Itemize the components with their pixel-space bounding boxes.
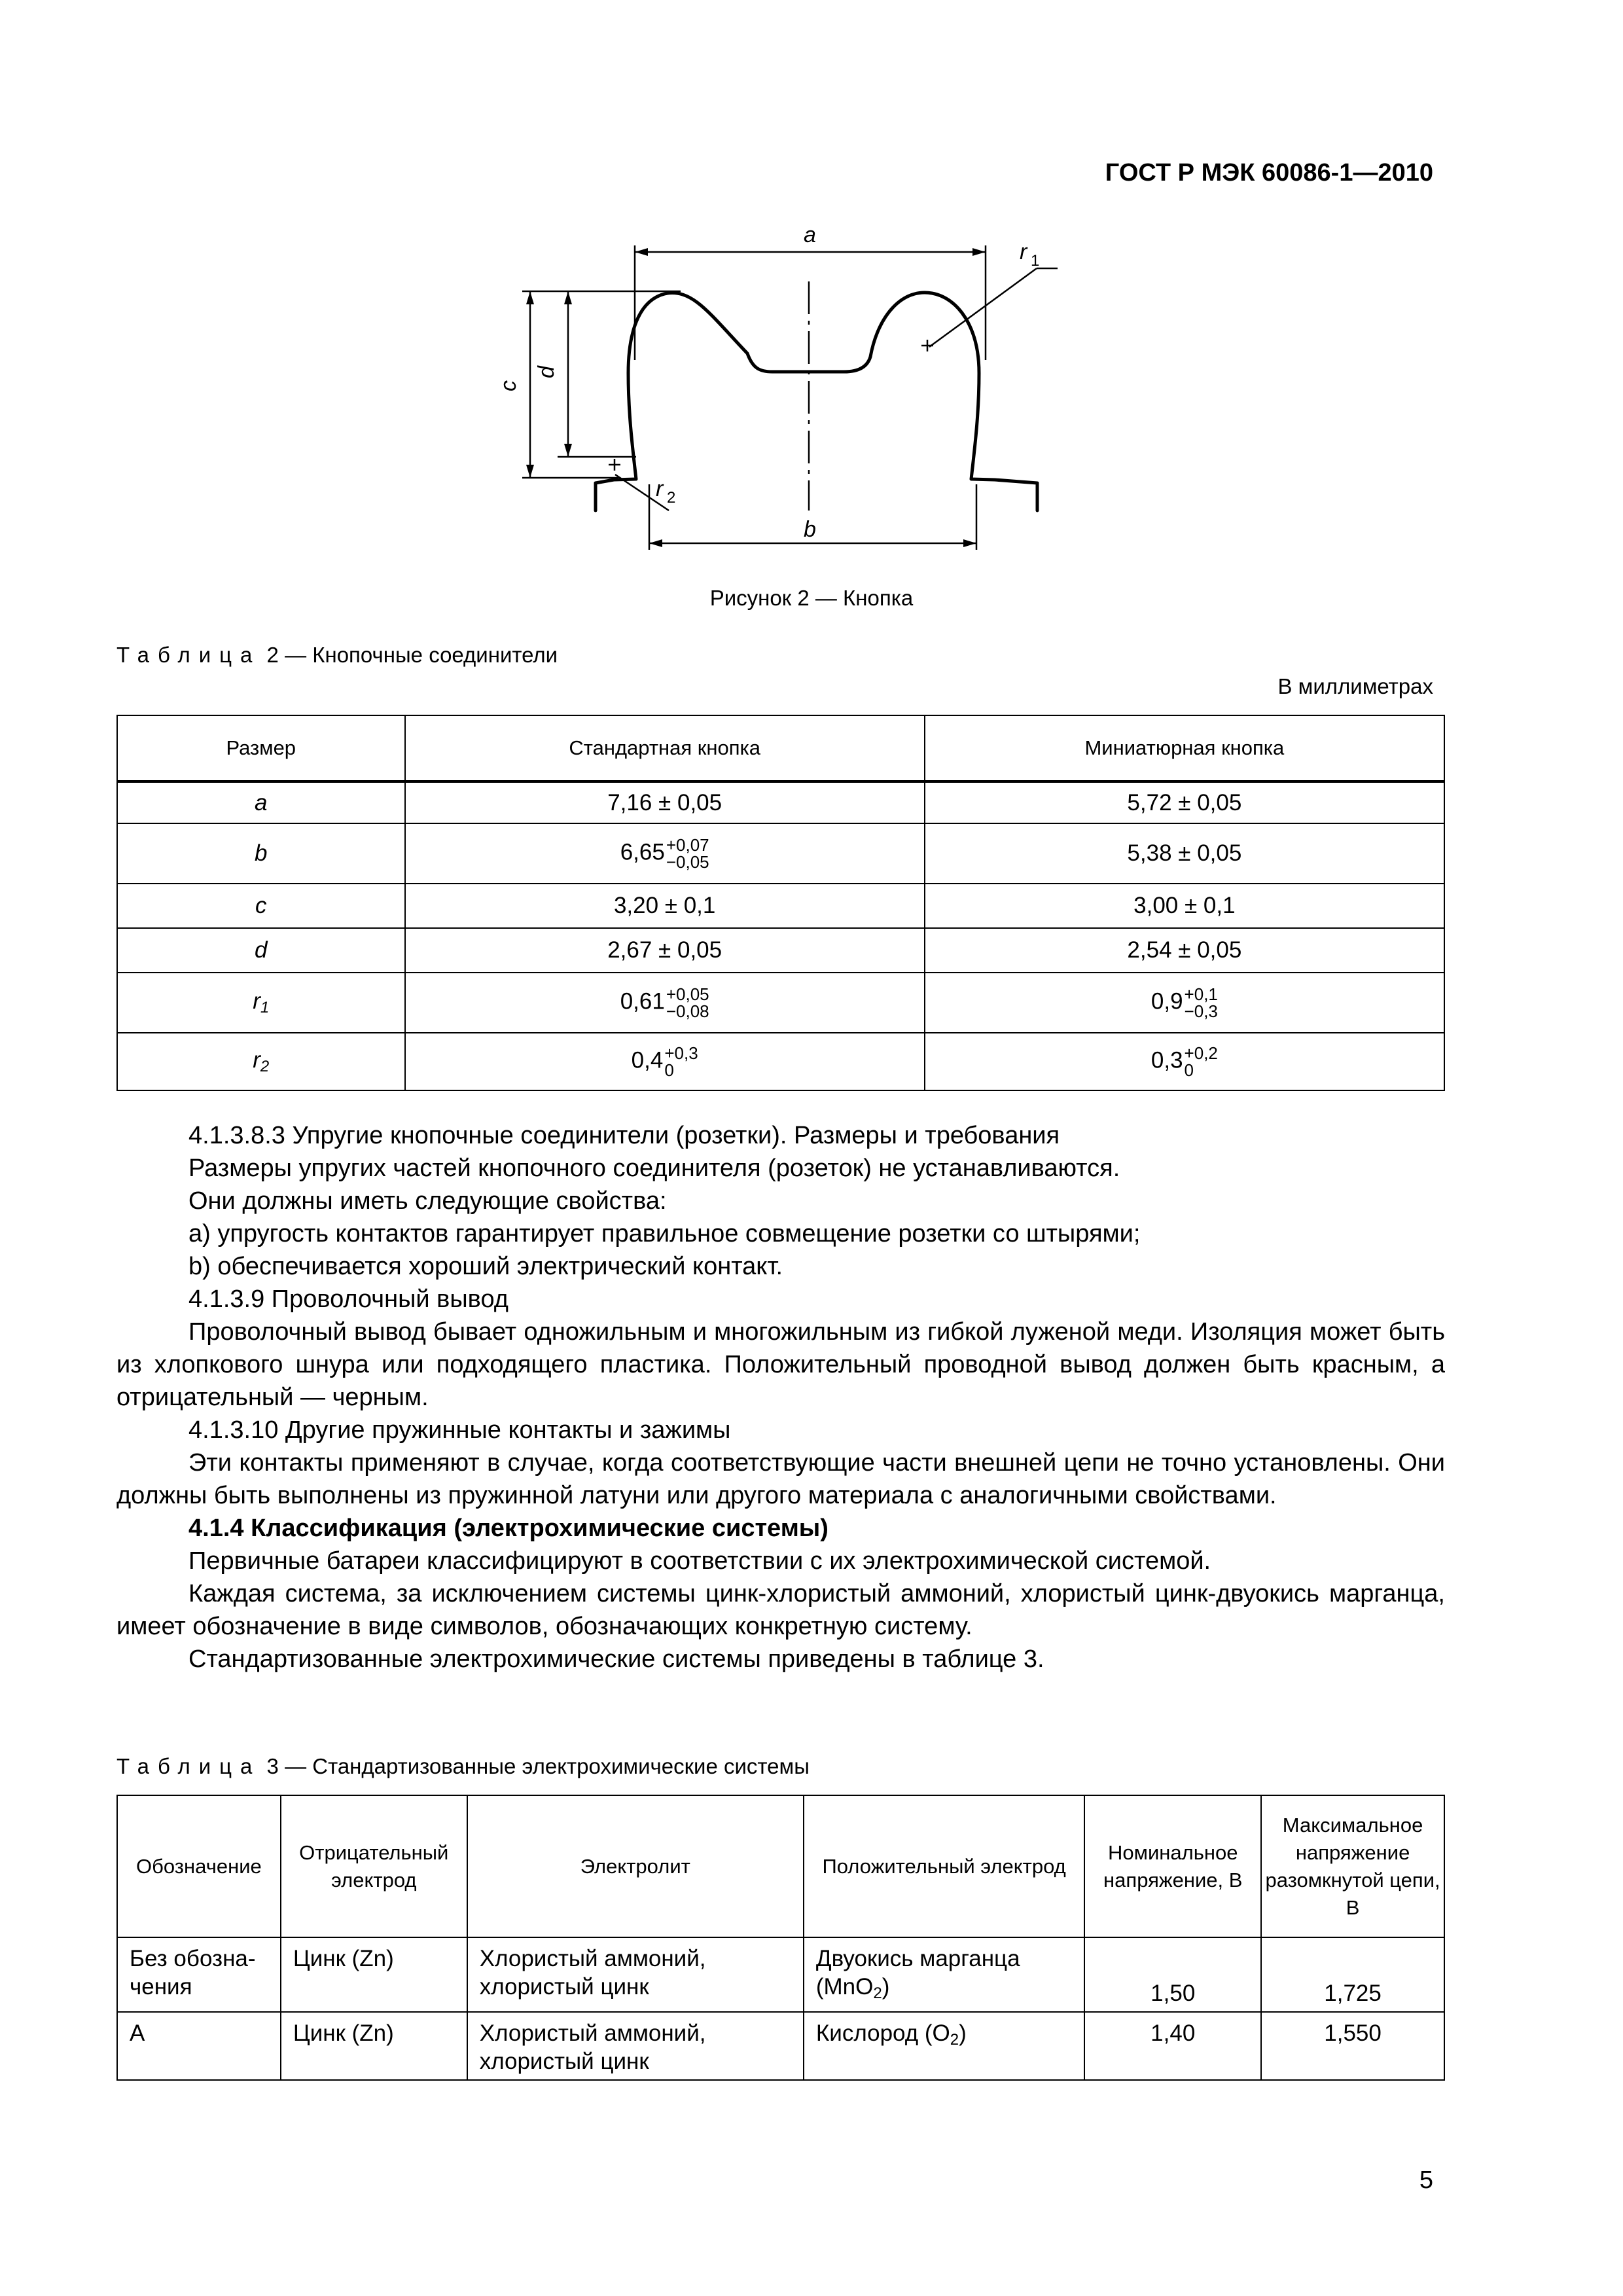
standard-value xyxy=(405,1033,925,1090)
page-number: 5 xyxy=(1419,2166,1433,2194)
paragraph: Проволочный вывод бывает одножильным и многожильным из гибкой луженой меди. Изоляция может быть из хлопкового шнура или подходящего пластика. Положительный проводной вывод должен быть красным, а отрицательный — черным. xyxy=(116,1318,1445,1411)
size-cell xyxy=(117,781,405,823)
label-a: a xyxy=(804,223,816,247)
tolerance-lower: 0 xyxy=(1184,1060,1194,1080)
table2-header-row xyxy=(117,715,1444,781)
positive-subscript: 2 xyxy=(950,2031,959,2049)
tolerance-lower: 0 xyxy=(664,1060,674,1080)
positive-electrode-cell xyxy=(804,1937,1084,2012)
value-text: 0,61 xyxy=(620,988,665,1014)
table3-caption xyxy=(116,1754,810,1779)
table-row xyxy=(117,2012,1444,2080)
paragraph: Первичные батареи классифицируют в соответствии с их электрохимической системой. xyxy=(188,1547,1211,1575)
table2-caption xyxy=(116,643,558,668)
paragraph: b) обеспечивается хороший электрический контакт. xyxy=(188,1253,783,1280)
table2-header: Стандартная кнопка xyxy=(405,715,925,781)
size-cell xyxy=(117,1033,405,1090)
table3-header: Положительный электрод xyxy=(804,1795,1084,1937)
size-symbol: d xyxy=(255,937,268,963)
label-r2: r xyxy=(656,476,664,501)
label-c: c xyxy=(496,380,521,391)
table-row xyxy=(117,928,1444,973)
tolerance xyxy=(664,1045,698,1079)
button-figure xyxy=(484,223,1060,563)
standard-value xyxy=(405,781,925,823)
max-voltage-cell: 1,725 xyxy=(1261,1937,1444,2012)
paragraph: Стандартизованные электрохимические системы приведены в таблице 3. xyxy=(188,1645,1044,1673)
tolerance-lower: −0,3 xyxy=(1184,1001,1218,1021)
body-text xyxy=(116,1119,1445,1676)
tolerance-lower: −0,05 xyxy=(666,852,709,872)
size-symbol: c xyxy=(255,893,267,918)
table3-header-row xyxy=(117,1795,1444,1937)
miniature-value xyxy=(925,928,1444,973)
size-cell xyxy=(117,884,405,928)
value-text: 3,20 ± 0,1 xyxy=(613,893,716,918)
size-cell xyxy=(117,823,405,884)
positive-electrode-cell xyxy=(804,2012,1084,2080)
table3-header: Максимальное напряжение разомкнутой цепи, В xyxy=(1261,1795,1444,1937)
tolerance-lower: −0,08 xyxy=(666,1001,709,1021)
tolerance xyxy=(666,836,709,870)
size-symbol: a xyxy=(255,789,268,816)
miniature-value xyxy=(925,884,1444,928)
label-r1-sub: 1 xyxy=(1031,252,1040,270)
table2-caption-text: 2 — Кнопочные соединители xyxy=(260,643,558,667)
label-r2-sub: 2 xyxy=(667,489,676,507)
tolerance xyxy=(1185,986,1218,1020)
paragraph: 4.1.3.10 Другие пружинные контакты и зажимы xyxy=(188,1416,731,1444)
label-d: d xyxy=(534,366,559,378)
electrolyte-cell: Хлористый аммоний, хлористый цинк xyxy=(467,2012,804,2080)
standard-value xyxy=(405,884,925,928)
paragraph: Каждая система, за исключением системы цинк-хлористый аммоний, хлористый цинк-двуокись марганца, имеет обозначение в виде символов, обозначающих конкретную систему. xyxy=(116,1580,1445,1640)
positive-end: ) xyxy=(882,1974,890,2000)
size-symbol: r xyxy=(253,1047,260,1073)
figure-caption: Рисунок 2 — Кнопка xyxy=(709,586,914,610)
paragraph: Эти контакты применяют в случае, когда соответствующие части внешней цепи не точно установлены. Они должны быть выполнены из пружинной латуни или другого материала с аналогичными свойствами. xyxy=(116,1449,1445,1509)
miniature-value xyxy=(925,973,1444,1033)
table-row xyxy=(117,1937,1444,2012)
label-r1: r xyxy=(1020,240,1027,264)
table3-header: Обозначение xyxy=(117,1795,281,1937)
table2-header: Миниатюрная кнопка xyxy=(925,715,1444,781)
miniature-value xyxy=(925,823,1444,884)
size-subscript: 1 xyxy=(260,999,270,1016)
positive-text: Двуокись марганца (MnO xyxy=(815,1946,1020,2000)
miniature-value xyxy=(925,781,1444,823)
value-text: 7,16 ± 0,05 xyxy=(607,789,722,816)
table3-header: Отрицательный электрод xyxy=(281,1795,467,1937)
table-row xyxy=(117,884,1444,928)
value-text: 6,65 xyxy=(620,839,665,865)
tolerance-upper: +0,2 xyxy=(1184,1043,1218,1063)
value-text: 5,72 ± 0,05 xyxy=(1127,789,1242,816)
nominal-voltage-cell: 1,50 xyxy=(1084,1937,1261,2012)
table2-caption-label: Таблица xyxy=(116,643,261,667)
positive-end: ) xyxy=(959,2020,967,2046)
table3-caption-label: Таблица xyxy=(116,1754,261,1778)
table3-header: Электролит xyxy=(467,1795,804,1937)
paragraph: 4.1.3.8.3 Упругие кнопочные соединители (розетки). Размеры и требования xyxy=(188,1122,1060,1149)
designation-cell: А xyxy=(117,2012,281,2080)
miniature-value xyxy=(925,1033,1444,1090)
negative-electrode-cell: Цинк (Zn) xyxy=(281,2012,467,2080)
table-row xyxy=(117,823,1444,884)
value-text: 0,3 xyxy=(1150,1047,1183,1073)
table2-header: Размер xyxy=(117,715,405,781)
positive-subscript: 2 xyxy=(873,1984,882,2002)
standard-value xyxy=(405,928,925,973)
tolerance xyxy=(666,986,709,1020)
value-text: 2,67 ± 0,05 xyxy=(607,937,722,963)
table3 xyxy=(116,1795,1445,2081)
value-text: 3,00 ± 0,1 xyxy=(1133,893,1236,918)
size-subscript: 2 xyxy=(260,1058,270,1075)
designation-cell: Без обозна-чения xyxy=(117,1937,281,2012)
value-text: 0,9 xyxy=(1150,988,1183,1014)
section-heading: 4.1.4 Классификация (электрохимические системы) xyxy=(188,1515,829,1542)
table-row xyxy=(117,973,1444,1033)
document-header: ГОСТ Р МЭК 60086-1—2010 xyxy=(1105,159,1433,187)
tolerance-upper: +0,05 xyxy=(666,984,709,1004)
standard-value xyxy=(405,973,925,1033)
nominal-voltage-cell: 1,40 xyxy=(1084,2012,1261,2080)
value-text: 2,54 ± 0,05 xyxy=(1127,937,1242,963)
tolerance xyxy=(1185,1045,1218,1079)
max-voltage-cell: 1,550 xyxy=(1261,2012,1444,2080)
electrolyte-cell: Хлористый аммоний, хлористый цинк xyxy=(467,1937,804,2012)
tolerance-upper: +0,1 xyxy=(1184,984,1218,1004)
size-cell xyxy=(117,973,405,1033)
size-cell xyxy=(117,928,405,973)
value-text: 5,38 ± 0,05 xyxy=(1127,840,1242,866)
table3-caption-text: 3 — Стандартизованные электрохимические системы xyxy=(260,1754,810,1778)
negative-electrode-cell: Цинк (Zn) xyxy=(281,1937,467,2012)
table2 xyxy=(116,715,1445,1091)
table2-units: В миллиметрах xyxy=(1277,674,1433,698)
table-row xyxy=(117,781,1444,823)
paragraph: a) упругость контактов гарантирует правильное совмещение розетки со штырями; xyxy=(188,1220,1141,1247)
size-symbol: r xyxy=(253,988,260,1014)
value-text: 0,4 xyxy=(631,1047,664,1073)
positive-text: Кислород (O xyxy=(815,2020,950,2046)
paragraph: Размеры упругих частей кнопочного соединителя (розеток) не устанавливаются. xyxy=(188,1155,1120,1182)
standard-value xyxy=(405,823,925,884)
paragraph: 4.1.3.9 Проволочный вывод xyxy=(188,1285,508,1313)
label-b: b xyxy=(804,517,816,542)
paragraph: Они должны иметь следующие свойства: xyxy=(188,1187,667,1215)
tolerance-upper: +0,07 xyxy=(666,835,709,855)
tolerance-upper: +0,3 xyxy=(664,1043,698,1063)
size-symbol: b xyxy=(255,840,268,866)
table3-header: Номинальное напряжение, В xyxy=(1084,1795,1261,1937)
table-row xyxy=(117,1033,1444,1090)
